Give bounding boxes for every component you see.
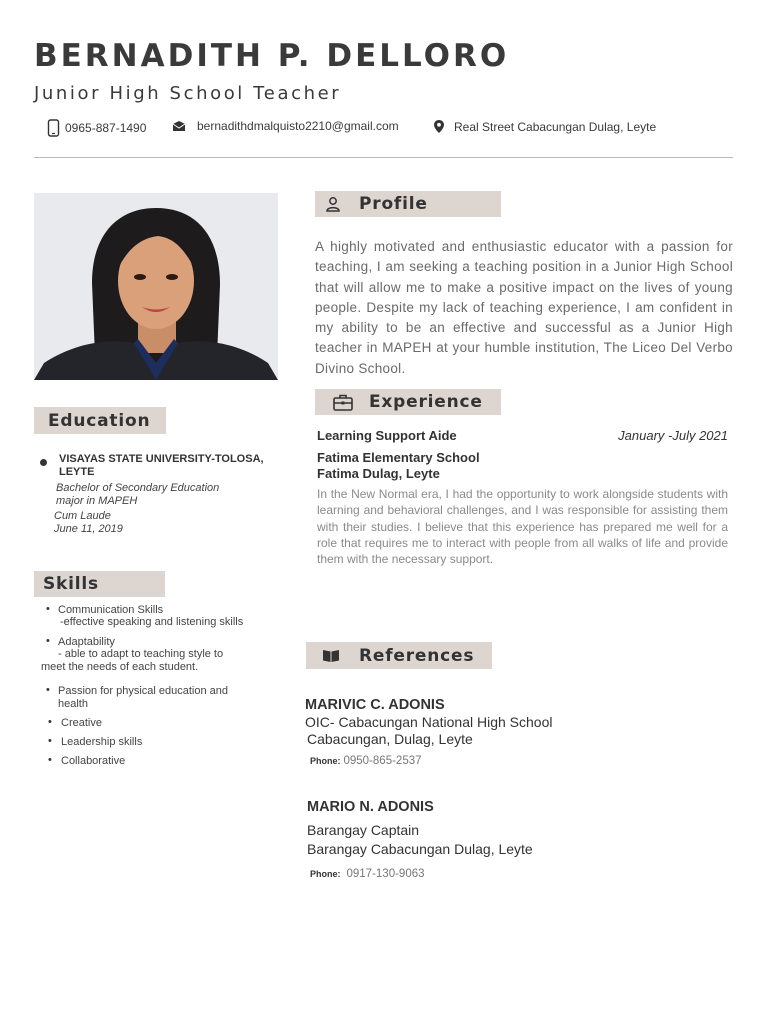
reference-1-phone-number: 0950-865-2537 bbox=[343, 755, 422, 767]
skill-item: Communication Skills bbox=[58, 604, 164, 616]
education-honor: Cum Laude bbox=[54, 510, 111, 522]
skill-item: Passion for physical education and bbox=[58, 685, 228, 697]
book-icon bbox=[322, 648, 340, 663]
location-pin-icon bbox=[433, 119, 445, 134]
skill-item: Leadership skills bbox=[61, 736, 143, 748]
reference-2-phone-label: Phone: bbox=[310, 869, 341, 879]
skill-item: Collaborative bbox=[61, 755, 126, 767]
experience-heading-label: Experience bbox=[369, 392, 483, 412]
education-degree-line1: Bachelor of Secondary Education bbox=[56, 482, 220, 494]
skill-detail: meet the needs of each student. bbox=[41, 661, 199, 673]
education-heading-label: Education bbox=[48, 410, 151, 431]
reference-2-location: Barangay Cabacungan Dulag, Leyte bbox=[307, 841, 533, 857]
skills-heading-label: Skills bbox=[43, 574, 99, 594]
experience-location: Fatima Dulag, Leyte bbox=[317, 466, 440, 481]
profile-photo bbox=[34, 193, 278, 380]
contact-address-text: Real Street Cabacungan Dulag, Leyte bbox=[454, 119, 657, 134]
reference-1-location: Cabacungan, Dulag, Leyte bbox=[307, 731, 473, 747]
contact-address bbox=[433, 119, 656, 134]
skill-bullet: • bbox=[48, 735, 52, 747]
skill-bullet: • bbox=[46, 635, 50, 647]
education-bullet bbox=[40, 459, 47, 466]
reference-1-phone-label: Phone: bbox=[310, 756, 341, 766]
profile-heading-label: Profile bbox=[359, 194, 428, 214]
education-heading bbox=[34, 407, 166, 434]
experience-role: Learning Support Aide bbox=[317, 428, 457, 443]
user-icon bbox=[325, 196, 341, 212]
reference-1-name: MARIVIC C. ADONIS bbox=[305, 697, 445, 713]
reference-2-name: MARIO N. ADONIS bbox=[307, 799, 434, 815]
contact-phone-text: 0965-887-1490 bbox=[65, 121, 147, 135]
experience-date: January -July 2021 bbox=[618, 428, 728, 443]
skill-bullet: • bbox=[48, 754, 52, 766]
skill-item: Creative bbox=[61, 717, 102, 729]
experience-description: In the New Normal era, I had the opportunity to work alongside students with learning and behavioral challenges, and I was responsible for assisting them with their studies. I believe that this experience has prepared me well for a role that requires me to interact with people from all walks of life and provide them with the necessary support. bbox=[317, 487, 728, 567]
contact-phone bbox=[47, 119, 146, 137]
education-degree-line2: major in MAPEH bbox=[56, 495, 138, 507]
skill-item: Adaptability bbox=[58, 636, 115, 648]
skill-bullet: • bbox=[48, 716, 52, 728]
reference-1-position: OIC- Cabacungan National High School bbox=[305, 714, 553, 730]
reference-1-phone bbox=[310, 755, 422, 767]
references-heading-label: References bbox=[359, 645, 475, 666]
references-heading bbox=[306, 642, 492, 669]
experience-heading bbox=[315, 389, 501, 415]
reference-2-position: Barangay Captain bbox=[307, 822, 420, 838]
contact-email bbox=[172, 119, 399, 133]
profile-summary: A highly motivated and enthusiastic educator with a passion for teaching, I am seeking a teaching position in a Junior High School that will allow me to make a positive impact on the lives of young people. Despite my lack of teaching experience, I am confident in my ability to be an effective and successful as a Junior High teacher in MAPEH at your humble institution, The Liceo Del Verbo Divino School. bbox=[315, 239, 733, 376]
skill-bullet: • bbox=[46, 684, 50, 696]
profile-heading bbox=[315, 191, 501, 217]
skill-detail: -effective speaking and listening skills bbox=[60, 616, 244, 628]
contact-email-text: bernadithdmalquisto2210@gmail.com bbox=[197, 119, 399, 133]
experience-organization: Fatima Elementary School bbox=[317, 450, 480, 465]
skills-heading bbox=[34, 571, 165, 597]
phone-icon bbox=[47, 119, 60, 137]
skill-detail: - able to adapt to teaching style to bbox=[58, 648, 224, 660]
education-date: June 11, 2019 bbox=[54, 523, 123, 535]
reference-2-phone-number: 0917-130-9063 bbox=[346, 868, 425, 880]
reference-2-phone bbox=[310, 868, 425, 880]
skill-bullet: • bbox=[46, 603, 50, 615]
mail-icon bbox=[172, 120, 186, 132]
resume-name: BERNADITH P. DELLORO bbox=[34, 38, 510, 74]
resume-job-title: Junior High School Teacher bbox=[34, 83, 342, 104]
skill-item-cont: health bbox=[58, 698, 88, 710]
briefcase-icon bbox=[333, 394, 353, 411]
header-divider bbox=[34, 157, 733, 158]
education-school: VISAYAS STATE UNIVERSITY-TOLOSA, LEYTE bbox=[59, 453, 264, 478]
